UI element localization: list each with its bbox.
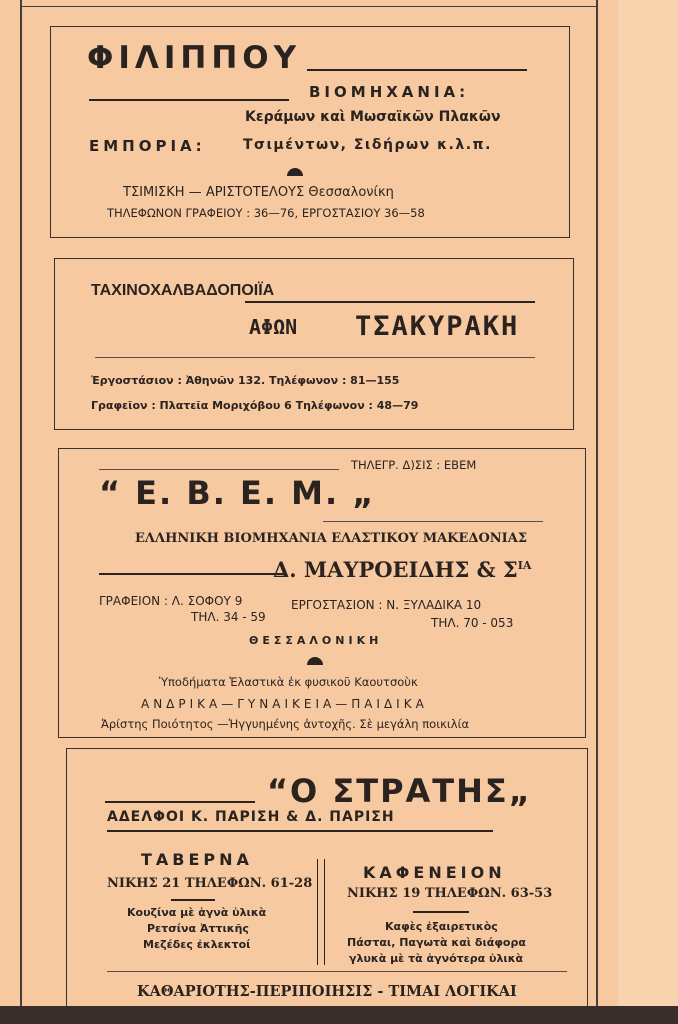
office-address: ΓΡΑΦΕΙΟΝ : Λ. ΣΟΦΟΥ 9 bbox=[99, 594, 243, 608]
title-rule bbox=[105, 801, 255, 803]
footer-slogan: ΚΑΘΑΡΙΟΤΗΣ-ΠΕΡΙΠΟΙΗΣΙΣ - ΤΙΜΑΙ ΛΟΓΙΚΑΙ bbox=[137, 983, 517, 1000]
taverna-rule bbox=[171, 899, 215, 901]
owner-name bbox=[273, 559, 531, 580]
industry-label: ΒΙΟΜΗΧΑΝΙΑ: bbox=[309, 83, 470, 101]
owners: ΑΔΕΛΦΟΙ Κ. ΠΑΡΙΣΗ & Δ. ΠΑΡΙΣΗ bbox=[107, 809, 395, 825]
product-lines: ΑΝΔΡΙΚΑ—ΓΥΝΑΙΚΕΙΑ—ΠΑΙΔΙΚΑ bbox=[141, 697, 428, 711]
products: Ὑποδήματα Ἐλαστικὰ ἐκ φυσικοῦ Καουτσοὺκ bbox=[159, 675, 418, 689]
page-edge bbox=[618, 0, 678, 1024]
owners-underline bbox=[107, 830, 493, 832]
ad-title: ΦΙΛΙΠΠΟΥ bbox=[87, 40, 302, 76]
owner-superscript: ΙΑ bbox=[517, 559, 532, 572]
kafeneio-line-2: Πάσται, Παγωτὰ καὶ διάφορα bbox=[347, 936, 526, 949]
top-rule bbox=[20, 6, 598, 7]
city: ΘΕΣΣΑΛΟΝΙΚΗ bbox=[249, 634, 383, 647]
industry-products: Κεράμων καὶ Μωσαϊκῶν Πλακῶν bbox=[245, 109, 501, 125]
brand-title: “ Ε. Β. Ε. Μ. „ bbox=[99, 474, 376, 512]
taverna-name: ΤΑΒΕΡΝΑ bbox=[141, 850, 253, 869]
taverna-line-3: Μεζέδες ἐκλεκτοί bbox=[143, 938, 251, 951]
trade-rule bbox=[245, 301, 535, 303]
column-divider bbox=[317, 859, 325, 965]
kafeneio-line-3: γλυκὰ μὲ τὰ ἁγνότερα ὑλικὰ bbox=[349, 952, 524, 965]
ad-stratis bbox=[66, 748, 588, 1010]
office-line: Γραφεῖον : Πλατεῖα Μοριχόβου 6 Τηλέφωνον : 48—79 bbox=[91, 399, 419, 412]
brothers-label: ΑΦΩΝ bbox=[249, 315, 298, 339]
ornament-icon bbox=[307, 657, 323, 665]
trade-label: ΕΜΠΟΡΙΑ: bbox=[89, 137, 206, 155]
company-name: ΕΛΛΗΝΙΚΗ ΒΙΟΜΗΧΑΝΙΑ ΕΛΑΣΤΙΚΟΥ ΜΑΚΕΔΟΝΙΑΣ bbox=[135, 531, 528, 546]
right-column-rule bbox=[596, 0, 598, 1024]
kafeneio-address: ΝΙΚΗΣ 19 ΤΗΛΕΦΩΝ. 63-53 bbox=[347, 886, 553, 901]
ad-tsakyrakis bbox=[54, 258, 574, 430]
footer-rule bbox=[107, 971, 567, 972]
trade-products: Τσιμέντων, Σιδήρων κ.λ.π. bbox=[243, 137, 492, 153]
quality: Ἀρίστης Ποιότητος —Ἠγγυημένης ἀντοχῆς. Σὲ μεγάλη ποικιλία bbox=[101, 717, 470, 731]
telegram-address: ΤΗΛΕΓΡ. Δ)ΣΙΣ : ΕΒΕΜ bbox=[351, 458, 477, 472]
factory-line: Ἐργοστάσιον : Ἀθηνῶν 132. Τηλέφωνον : 81—155 bbox=[91, 374, 400, 387]
kafeneio-line-1: Καφὲς ἐξαιρετικὸς bbox=[385, 920, 498, 933]
taverna-line-2: Ρετσίνα Ἀττικῆς bbox=[147, 922, 249, 935]
taverna-address: ΝΙΚΗΣ 21 ΤΗΛΕΦΩΝ. 61-28 bbox=[107, 876, 313, 891]
establishment-title: “Ο ΣΤΡΑΤΗΣ„ bbox=[267, 772, 532, 810]
trade-name: ΤΑΧΙΝΟΧΑΛΒΑΔΟΠΟΙΪΑ bbox=[91, 282, 275, 299]
telegram-rule bbox=[99, 469, 339, 470]
owner-rule bbox=[99, 573, 285, 575]
office-phone: ΤΗΛ. 34 - 59 bbox=[191, 610, 266, 624]
factory-phone: ΤΗΛ. 70 - 053 bbox=[431, 616, 514, 630]
factory-address: ΕΡΓΟΣΤΑΣΙΟΝ : Ν. ΞΥΛΑΔΙΚΑ 10 bbox=[291, 598, 482, 612]
surname: ΤΣΑΚΥΡΑΚΗ bbox=[355, 311, 520, 342]
left-column-rule bbox=[20, 0, 22, 1010]
kafeneio-name: ΚΑΦΕΝΕΙΟΝ bbox=[363, 863, 506, 882]
ad-filippou bbox=[50, 26, 570, 238]
kafeneio-rule bbox=[413, 911, 469, 913]
phones: ΤΗΛΕΦΩΝΟΝ ΓΡΑΦΕΙΟΥ : 36—76, ΕΡΓΟΣΤΑΣΙΟΥ 36—58 bbox=[107, 206, 425, 220]
left-rule bbox=[89, 99, 289, 101]
divider bbox=[95, 357, 535, 358]
title-rule bbox=[307, 69, 527, 71]
ornament-icon bbox=[287, 168, 303, 176]
taverna-line-1: Κουζίνα μὲ ἁγνὰ ὑλικὰ bbox=[127, 906, 267, 919]
owner-text: Δ. ΜΑΥΡΟΕΙΔΗΣ & Σ bbox=[273, 557, 518, 582]
ad-evem bbox=[58, 448, 586, 738]
address: ΤΣΙΜΙΣΚΗ — ΑΡΙΣΤΟΤΕΛΟΥΣ Θεσσαλονίκη bbox=[123, 185, 394, 200]
title-divider bbox=[323, 521, 543, 522]
